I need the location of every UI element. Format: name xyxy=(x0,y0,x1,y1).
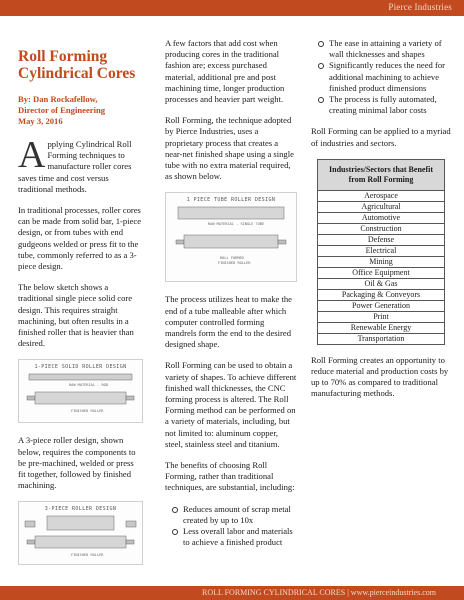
table-row xyxy=(318,278,445,289)
table-cell: Mining xyxy=(318,256,445,267)
header-brand: Pierce Industries xyxy=(388,2,452,12)
byline xyxy=(18,94,143,127)
benefits-list-a xyxy=(165,504,297,549)
finished-roller-label: FINISHED ROLLER xyxy=(71,553,104,558)
tube-roller-sketch xyxy=(166,193,296,281)
paragraph-sketch-intro: The below sketch shows a traditional single piece solid core design. This requires straight machining, but often results in a finished roller that is heavier than desired. xyxy=(18,282,134,349)
paragraph-shapes-materials: Roll Forming can be used to obtain a variety of shapes. To achieve different finished wall thicknesses, the CNC forming process is altered. The Roll Forming method can be performed on a variety of materials, including, but not limited to: aluminum copper, steel, stainless steel and titanium. xyxy=(165,360,297,449)
table-row xyxy=(318,311,445,322)
finished-roller-label: FINISHED ROLLER xyxy=(71,409,104,414)
table-cell: Print xyxy=(318,311,445,322)
list-item: Reduces amount of scrap metal created by up to 10x xyxy=(165,504,297,526)
list-item: The process is fully automated, creating minimal labor costs xyxy=(311,94,453,116)
benefits-list-b xyxy=(311,38,453,116)
table-row xyxy=(318,333,445,344)
table-cell: Oil & Gas xyxy=(318,278,445,289)
paragraph-traditional-processes: In traditional processes, roller cores can be made from solid bar, 1-piece design, or from tubes with end gudgeons welded or press fit to the tube, commonly referred to as a 3-piece design. xyxy=(18,205,142,272)
roll-formed-label: ROLL FORMED xyxy=(220,256,244,261)
table-row xyxy=(318,223,445,234)
table-cell: Aerospace xyxy=(318,190,445,201)
drawing-title: 3-PIECE ROLLER DESIGN xyxy=(44,506,117,513)
drop-cap: A xyxy=(18,134,46,176)
paragraph-process-heat: The process utilizes heat to make the end of a tube malleable after which computer controlled forming mandrels form the end to the desired designed shape. xyxy=(165,294,292,350)
table-row xyxy=(318,322,445,333)
paragraph-industries-intro: Roll Forming can be applied to a myriad of industries and sectors. xyxy=(311,126,451,148)
table-cell: Packaging & Conveyors xyxy=(318,289,445,300)
byline-role: Director of Engineering xyxy=(18,105,106,115)
byline-author: By: Dan Rockafellow, xyxy=(18,94,98,104)
table-row xyxy=(318,289,445,300)
table-cell: Renewable Energy xyxy=(318,322,445,333)
drawing-one-piece-solid xyxy=(18,359,143,423)
table-cell: Construction xyxy=(318,223,445,234)
table-cell: Defense xyxy=(318,234,445,245)
article-title: Roll Forming Cylindrical Cores xyxy=(18,48,136,82)
table-row xyxy=(318,212,445,223)
table-row xyxy=(318,300,445,311)
list-item: Significantly reduces the need for additional machining to achieve finished product dimensions xyxy=(311,60,453,94)
drawing-three-piece xyxy=(18,501,143,565)
finished-roller-label: FINISHED ROLLER xyxy=(218,261,251,266)
paragraph-roll-forming-technique: Roll Forming, the technique adopted by Pierce Industries, uses a proprietary process that creates a near-net finished shape using a single tube with no extra material required, as shown below. xyxy=(165,115,294,182)
table-row xyxy=(318,234,445,245)
table-cell: Transportation xyxy=(318,333,445,344)
column-1 xyxy=(18,48,143,577)
paragraph-cost-factors: A few factors that add cost when producing cores in the traditional fashion are; excess purchased material, additional pre and post machining time, longer production processes and heavier part weight. xyxy=(165,38,285,105)
table-cell: Automotive xyxy=(318,212,445,223)
list-item: The ease in attaining a variety of wall thicknesses and shapes xyxy=(311,38,453,60)
list-item: Less overall labor and materials to achieve a finished product xyxy=(165,526,297,548)
table-row xyxy=(318,256,445,267)
table-cell: Office Equipment xyxy=(318,267,445,278)
lead-paragraph xyxy=(18,134,143,195)
table-row xyxy=(318,190,445,201)
paragraph-benefits-intro: The benefits of choosing Roll Forming, rather than traditional techniques, are substantial, including: xyxy=(165,460,295,493)
column-3 xyxy=(311,38,453,410)
column-2 xyxy=(165,38,297,559)
table-cell: Agricultural xyxy=(318,201,445,212)
table-cell: Power Generation xyxy=(318,300,445,311)
paragraph-cost-savings: Roll Forming creates an opportunity to reduce material and production costs by up to 70% as compared to traditional manufacturing methods. xyxy=(311,354,449,399)
table-row xyxy=(318,201,445,212)
footer-text: ROLL FORMING CYLINDRICAL CORES | www.pierceindustries.com xyxy=(202,588,437,597)
footer-bar xyxy=(0,586,464,600)
table-row xyxy=(318,267,445,278)
drawing-title: 1 PIECE TUBE ROLLER DESIGN xyxy=(186,197,276,204)
industries-table xyxy=(317,159,445,345)
paragraph-three-piece: A 3-piece roller design, shown below, requires the components to be pre-machined, welded or press fit together, followed by finished machining. xyxy=(18,435,136,491)
header-bar xyxy=(0,0,464,16)
byline-date: May 3, 2016 xyxy=(18,116,63,126)
drawing-title: 1-PIECE SOLID ROLLER DESIGN xyxy=(34,364,127,371)
raw-material-label: RAW MATERIAL - ROD xyxy=(69,383,108,388)
raw-tube-label: RAW MATERIAL - SINGLE TUBE xyxy=(208,222,265,227)
table-cell: Electrical xyxy=(318,245,445,256)
drawing-one-piece-tube xyxy=(165,192,297,282)
lead-text: pplying Cylindrical Roll Forming techniques to manufacture roller cores saves time and cost versus traditional methods. xyxy=(18,139,132,194)
table-header: Industries/Sectors that Benefit from Roll Forming xyxy=(318,159,445,190)
table-row xyxy=(318,245,445,256)
